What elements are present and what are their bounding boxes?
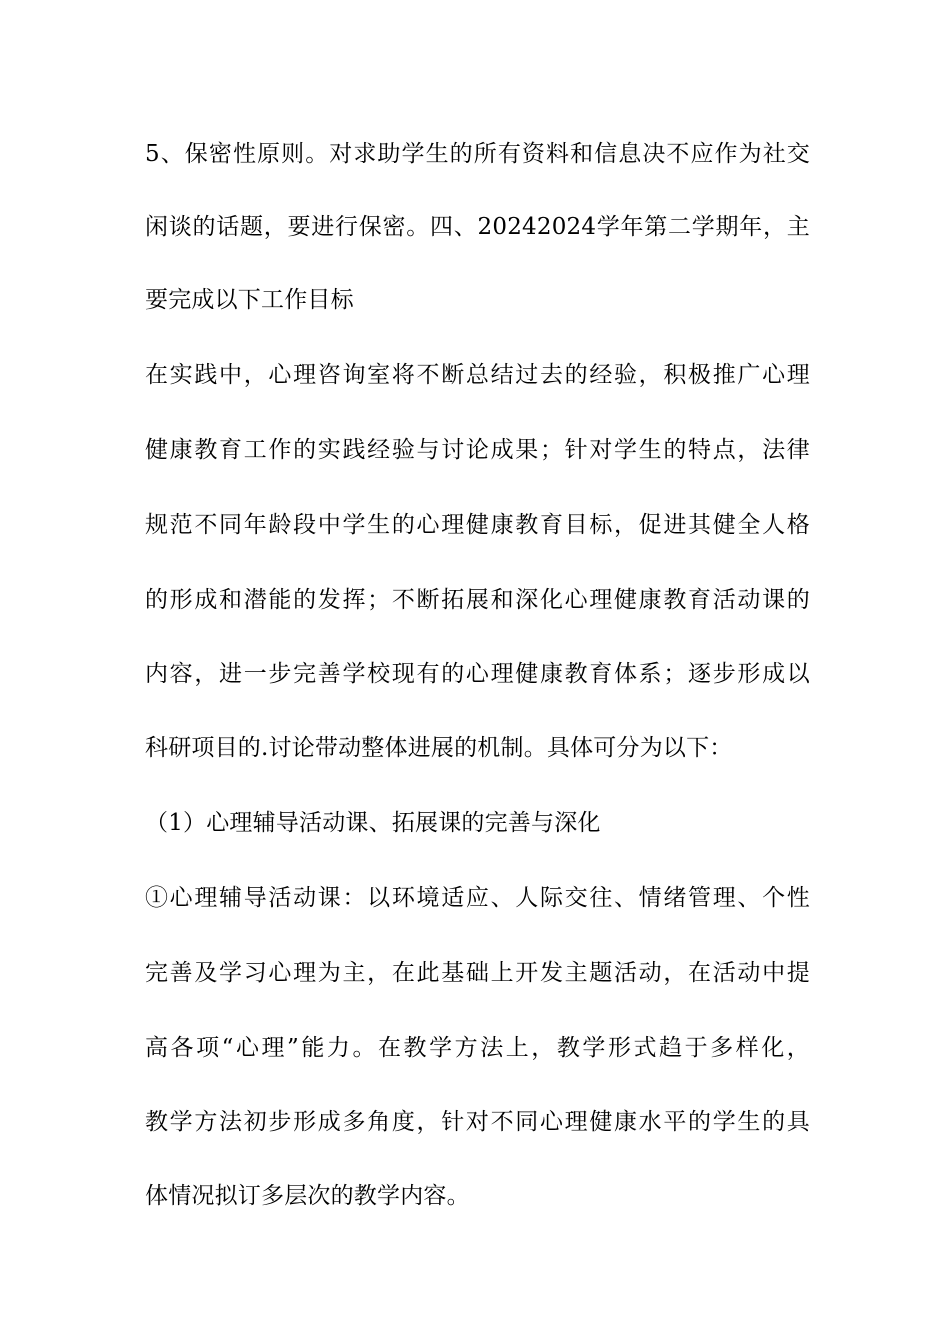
paragraph-line: 健康教育工作的实践经验与讨论成果；针对学生的特点，法律 [145,437,810,463]
paragraph-line: 规范不同年龄段中学生的心理健康教育目标，促进其健全人格 [145,512,810,538]
paragraph-line: 完善及学习心理为主，在此基础上开发主题活动，在活动中提 [145,960,810,986]
section-heading: （1）心理辅导活动课、拓展课的完善与深化 [145,810,601,836]
paragraph-line: 5、保密性原则。对求助学生的所有资料和信息决不应作为社交 [145,141,810,167]
paragraph-line: 的形成和潜能的发挥；不断拓展和深化心理健康教育活动课的 [145,587,810,613]
paragraph-line: 内容，进一步完善学校现有的心理健康教育体系；逐步形成以 [145,661,810,687]
paragraph-line: 体情况拟订多层次的教学内容。 [145,1183,470,1209]
paragraph-line: 科研项目的.讨论带动整体进展的机制。具体可分为以下： [145,735,733,761]
paragraph-line: 高各项“心理”能力。在教学方法上，教学形式趋于多样化， [145,1035,810,1061]
paragraph-line: 要完成以下工作目标 [145,287,354,313]
paragraph-line: 在实践中，心理咨询室将不断总结过去的经验，积极推广心理 [145,362,810,388]
paragraph-line: 教学方法初步形成多角度，针对不同心理健康水平的学生的具 [145,1109,810,1135]
paragraph-line: 闲谈的话题，要进行保密。四、20242024学年第二学期年，主 [145,214,810,240]
paragraph-line: ①心理辅导活动课：以环境适应、人际交往、情绪管理、个性 [145,885,810,911]
